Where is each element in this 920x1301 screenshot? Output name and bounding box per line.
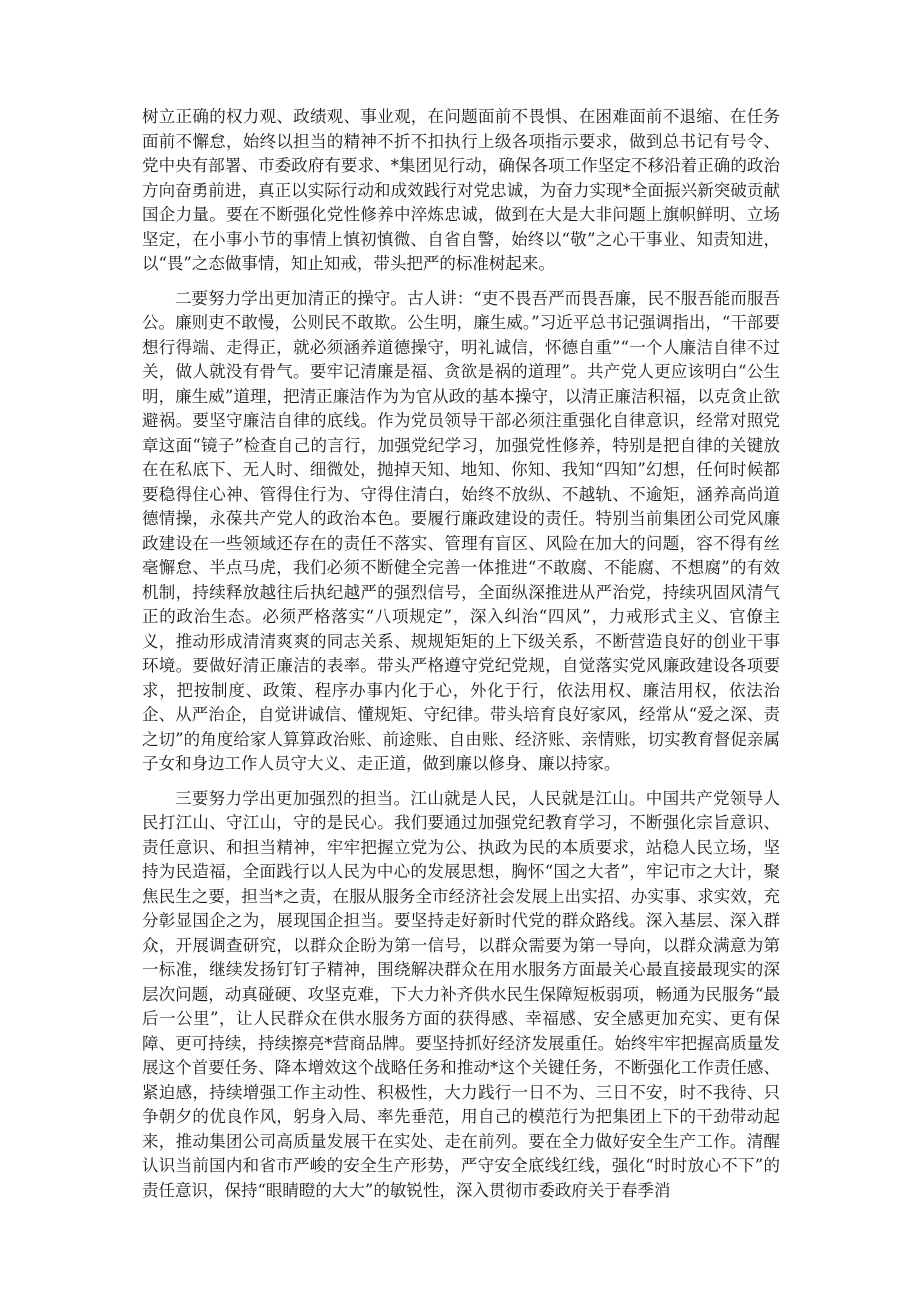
- paragraph-integrity: 二要努力学出更加清正的操守。古人讲：“吏不畏吾严而畏吾廉，民不服吾能而服吾公。廉则吏不敢慢，公则民不敢欺。公生明，廉生威。”习近平总书记强调指出，“干部要想行得端、走得正，就必须涵养道德操守，明礼诚信，怀德自重”“一个人廉洁自律不过关，做人就没有骨气。要牢记清廉是福、贪欲是祸的道理”。共产党人更应该明白“公生明，廉生威”道理，把清正廉洁作为为官从政的基本操守，以清正廉洁积福，以克贪止欲避祸。要坚守廉洁自律的底线。作为党员领导干部必须注重强化自律意识，经常对照党章这面“镜子”检查自己的言行，加强党纪学习，加强党性修养，特别是把自律的关键放在在私底下、无人时、细微处，抛掉天知、地知、你知、我知“四知”幻想，任何时候都要稳得住心神、管得住行为、守得住清白，始终不放纵、不越轨、不逾矩，涵养高尚道德情操，永葆共产党人的政治本色。要履行廉政建设的责任。特别当前集团公司党风廉政建设在一些领域还存在的责任不落实、管理有盲区、风险在加大的问题，容不得有丝毫懈怠、半点马虎，我们必须不断健全完善一体推进“不敢腐、不能腐、不想腐”的有效机制，持续释放越往后执纪越严的强烈信号，全面纵深推进从严治党，持续巩固风清气正的政治生态。必须严格落实“八项规定”，深入纠治“四风”，力戒形式主义、官僚主义，推动形成清清爽爽的同志关系、规规矩矩的上下级关系，不断营造良好的创业干事环境。要做好清正廉洁的表率。带头严格遵守党纪党规，自觉落实党风廉政建设各项要求，把按制度、政策、程序办事内化于心，外化于行，依法用权、廉洁用权，依法治企、从严治企，自觉讲诚信、懂规矩、守纪律。带头培育良好家风，经常从“爱之深、责之切”的角度给家人算算政治账、前途账、自由账、经济账、亲情账，切实教育督促亲属子女和身边工作人员守大义、走正道，做到廉以修身、廉以持家。: [142, 288, 780, 773]
- document-body: [142, 105, 780, 1213]
- paragraph-responsibility: 三要努力学出更加强烈的担当。江山就是人民，人民就是江山。中国共产党领导人民打江山、守江山，守的是民心。我们要通过加强党纪教育学习，不断强化宗旨意识、责任意识、和担当精神，牢牢把握立党为公、执政为民的本质要求，站稳人民立场，坚持为民造福，全面践行以人民为中心的发展思想，胸怀“国之大者”，牢记市之大计，聚焦民生之要，担当*之责，在服从服务全市经济社会发展上出实招、办实事、求实效，充分彰显国企之为，展现国企担当。要坚持走好新时代党的群众路线。深入基层、深入群众，开展调查研究，以群众企盼为第一信号，以群众需要为第一导向，以群众满意为第一标准，继续发扬钉钉子精神，围绕解决群众在用水服务方面最关心最直接最现实的深层次问题，动真碰硬、攻坚克难，下大力补齐供水民生保障短板弱项，畅通为民服务“最后一公里”，让人民群众在供水服务方面的获得感、幸福感、安全感更加充实、更有保障、更可持续，持续擦亮*营商品牌。要坚持抓好经济发展重任。始终牢牢把握高质量发展这个首要任务、降本增效这个战略任务和推动*这个关键任务，不断强化工作责任感、紧迫感，持续增强工作主动性、积极性，大力践行一日不为、三日不安，时不我待、只争朝夕的优良作风，躬身入局、率先垂范，用自己的模范行为把集团上下的干劲带动起来，推动集团公司高质量发展干在实处、走在前列。要在全力做好安全生产工作。清醒认识当前国内和省市严峻的安全生产形势，严守安全底线红线，强化“时时放心不下”的责任意识，保持“眼睛瞪的大大”的敏锐性，深入贯彻市委政府关于春季消: [142, 788, 780, 1200]
- paragraph-continuation: 树立正确的权力观、政绩观、事业观，在问题面前不畏惧、在困难面前不退缩、在任务面前不懈怠，始终以担当的精神不折不扣执行上级各项指示要求，做到总书记有号令、党中央有部署、市委政府有要求、*集团见行动，确保各项工作坚定不移沿着正确的政治方向奋勇前进，真正以实际行动和成效践行对党忠诚，为奋力实现*全面振兴新突破贡献国企力量。要在不断强化党性修养中淬炼忠诚，做到在大是大非问题上旗帜鲜明、立场坚定，在小事小节的事情上慎初慎微、自省自警，始终以“敬”之心干事业、知责知进，以“畏”之态做事情，知止知戒，带头把严的标准树起来。: [142, 107, 780, 273]
